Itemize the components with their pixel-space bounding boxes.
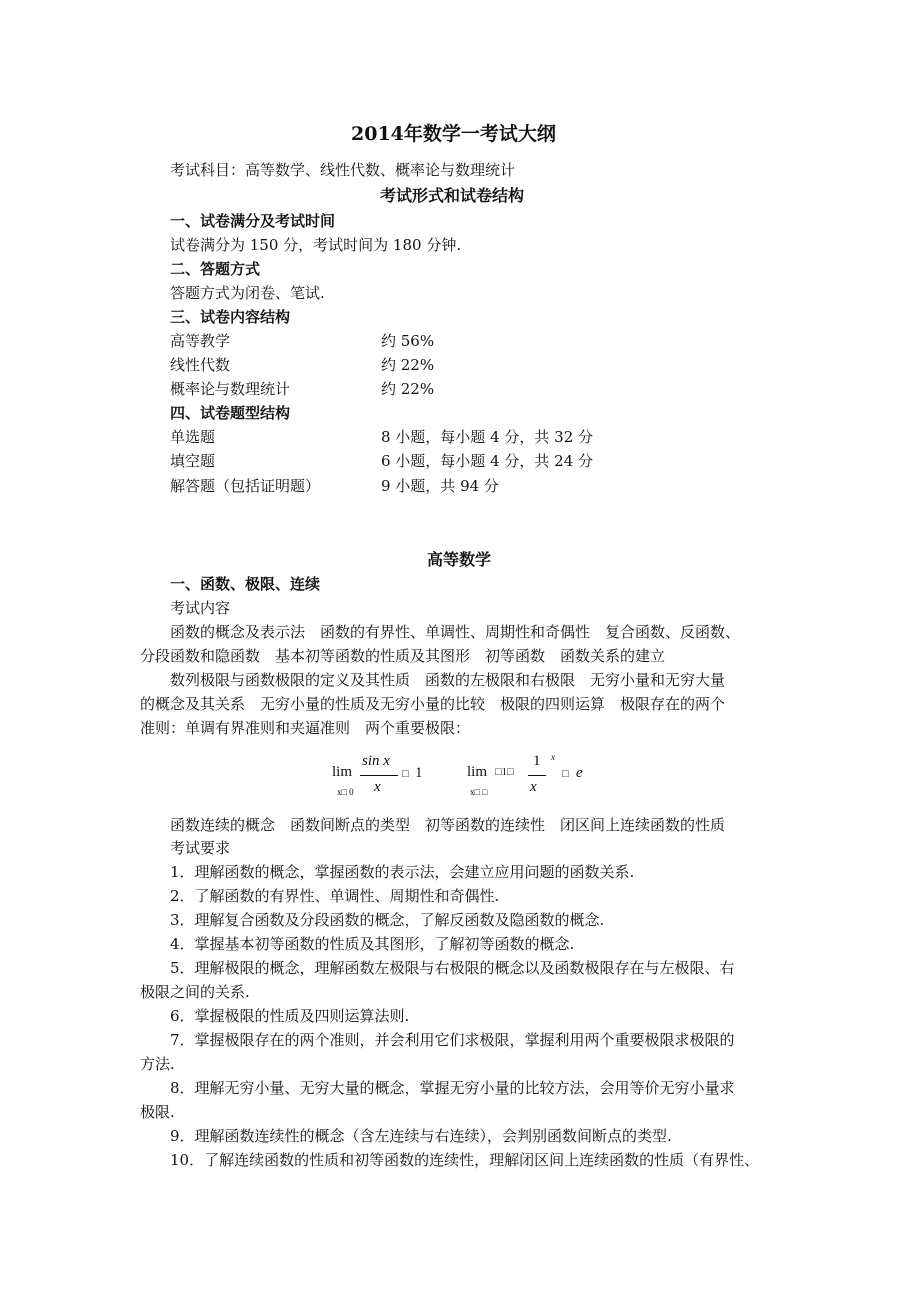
requirement-item: 1．理解函数的概念，掌握函数的表示法，会建立应用问题的函数关系. <box>170 863 635 881</box>
fraction-bar <box>360 775 398 776</box>
content-row-label: 高等教学 <box>170 332 231 350</box>
requirement-item: 8．理解无穷小量、无穷大量的概念，掌握无穷小量的比较方法，会用等价无穷小量求 <box>170 1079 735 1097</box>
type-row-label: 填空题 <box>170 452 216 470</box>
requirement-item-cont: 极限之间的关系. <box>140 983 250 1001</box>
content-row-value: 约 56% <box>381 332 435 350</box>
relation-placeholder: □ <box>562 768 569 780</box>
relation-placeholder: □ <box>402 768 409 780</box>
requirement-item: 5．理解极限的概念，理解函数左极限与右极限的概念以及函数极限存在与左极限、右 <box>170 959 735 977</box>
content-row-label: 概率论与数理统计 <box>170 380 291 398</box>
section-title: 考试形式和试卷结构 <box>380 186 525 205</box>
doc-title: 2014年数学一考试大纲 <box>351 123 556 145</box>
fraction-bar <box>528 775 546 776</box>
lim-subscript: x□ □ <box>470 787 488 797</box>
heading-question-types: 四、试卷题型结构 <box>170 404 291 422</box>
requirement-item: 10．了解连续函数的性质和初等函数的连续性，理解闭区间上连续函数的性质（有界性、 <box>170 1151 760 1169</box>
type-row-label: 单选题 <box>170 428 216 446</box>
paragraph-line: 函数连续的概念 函数间断点的类型 初等函数的连续性 闭区间上连续函数的性质 <box>170 816 726 834</box>
paragraph-line: 的概念及其关系 无穷小量的性质及无穷小量的比较 极限的四则运算 极限存在的两个 <box>140 695 726 713</box>
requirement-item-cont: 极限. <box>140 1103 175 1121</box>
math-section-title: 高等数学 <box>427 550 492 569</box>
requirement-item: 9．理解函数连续性的概念（含左连续与右连续），会判别函数间断点的类型. <box>170 1127 672 1145</box>
formula-rhs: 1 <box>415 765 423 781</box>
lim-subscript: x□ 0 <box>337 787 354 797</box>
label-exam-requirements: 考试要求 <box>170 839 231 857</box>
exponent: x <box>551 752 555 762</box>
requirement-item: 7．掌握极限存在的两个准则，并会利用它们求极限，掌握利用两个重要极限求极限的 <box>170 1031 735 1049</box>
paragraph-line: 数列极限与函数极限的定义及其性质 函数的左极限和右极限 无穷小量和无穷大量 <box>170 671 726 689</box>
content-row-value: 约 22% <box>381 356 435 374</box>
paren-placeholder: □1□ <box>495 766 514 778</box>
lim-symbol: lim <box>332 764 353 780</box>
lim-symbol: lim <box>467 764 488 780</box>
type-row-value: 9 小题，共 94 分 <box>381 477 499 495</box>
paragraph-line: 准则：单调有界准则和夹逼准则 两个重要极限： <box>140 719 471 737</box>
fraction-numerator: 1 <box>533 753 541 769</box>
requirement-item: 6．掌握极限的性质及四则运算法则. <box>170 1007 410 1025</box>
fraction-numerator: sin x <box>362 753 390 769</box>
label-exam-content: 考试内容 <box>170 599 231 617</box>
heading-score-time: 一、试卷满分及考试时间 <box>170 212 336 230</box>
answer-method-text: 答题方式为闭卷、笔试. <box>170 284 325 302</box>
heading-content-structure: 三、试卷内容结构 <box>170 308 291 326</box>
heading-functions-limits: 一、函数、极限、连续 <box>170 575 321 593</box>
requirement-item: 2．了解函数的有界性、单调性、周期性和奇偶性. <box>170 887 500 905</box>
paragraph-line: 函数的概念及表示法 函数的有界性、单调性、周期性和奇偶性 复合函数、反函数、 <box>170 623 741 641</box>
type-row-value: 6 小题，每小题 4 分，共 24 分 <box>381 452 594 470</box>
requirement-item: 4．掌握基本初等函数的性质及其图形，了解初等函数的概念. <box>170 935 575 953</box>
formula-rhs: e <box>576 765 583 781</box>
fraction-denominator: x <box>530 779 537 795</box>
requirement-item-cont: 方法. <box>140 1055 175 1073</box>
score-time-text: 试卷满分为 150 分，考试时间为 180 分钟. <box>170 236 462 254</box>
requirement-item: 3．理解复合函数及分段函数的概念，了解反函数及隐函数的概念. <box>170 911 605 929</box>
content-row-label: 线性代数 <box>170 356 231 374</box>
fraction-denominator: x <box>374 779 381 795</box>
exam-subjects: 考试科目：高等数学、线性代数、概率论与数理统计 <box>170 161 516 179</box>
paragraph-line: 分段函数和隐函数 基本初等函数的性质及其图形 初等函数 函数关系的建立 <box>140 647 666 665</box>
heading-answer-method: 二、答题方式 <box>170 260 261 278</box>
type-row-label: 解答题（包括证明题） <box>170 477 321 495</box>
type-row-value: 8 小题，每小题 4 分，共 32 分 <box>381 428 594 446</box>
content-row-value: 约 22% <box>381 380 435 398</box>
